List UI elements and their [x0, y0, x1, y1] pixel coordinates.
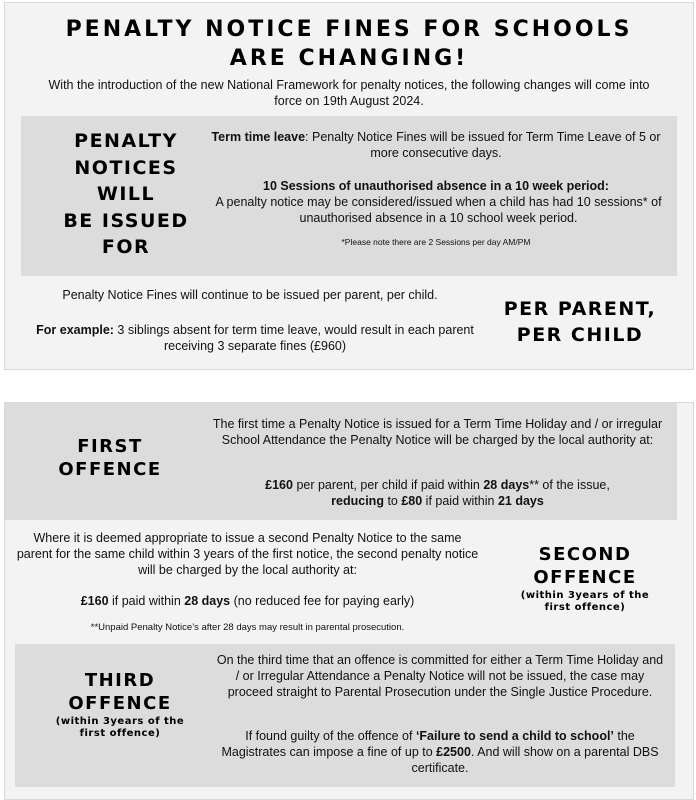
first-fee-reduced-amount: £80 [401, 494, 423, 508]
example-label: For example: [36, 323, 114, 337]
second-offence-heading [495, 543, 675, 589]
second-fee-text-b: (no reduced fee for paying early) [230, 594, 415, 608]
third-offence-box [15, 644, 675, 787]
unpaid-note: **Unpaid Penalty Notice’s after 28 days may result in parental prosecution. [90, 622, 405, 633]
guilty-text-c: . And will show on a parental DBS certificate. [411, 745, 659, 775]
first-fee-paid-within: if paid within [422, 494, 498, 508]
first-offence-fee [205, 477, 670, 509]
second-fee-28-days: 28 days [184, 594, 231, 608]
example-body: 3 siblings absent for term time leave, would result in each parent receiving 3 separate fines (£960) [113, 323, 474, 353]
third-offence-heading-line-1: THIRD [84, 670, 156, 691]
third-offence-sub-line-2: first offence) [79, 728, 161, 739]
term-time-leave-label: Term time leave [211, 130, 306, 144]
guilty-fine-amount: £2500 [436, 745, 471, 759]
sessions-text: A penalty notice may be considered/issued when a child has had 10 sessions* of unauthorised absence in a 10 school week period. [215, 195, 662, 225]
page-title-line-2: ARE CHANGING! [229, 46, 469, 71]
first-offence-heading [35, 435, 185, 481]
first-fee-text-a: per parent, per child if paid within [292, 478, 484, 492]
first-offence-heading-line-1: FIRST [77, 436, 143, 457]
first-offence-text: The first time a Penalty Notice is issued for a Term Time Holiday and / or irregular School Attendance the Penalty Notice will be charged by the local authority at: [212, 417, 663, 447]
third-offence-guilty [215, 728, 665, 776]
issued-heading-line-1: PENALTY [74, 130, 178, 152]
second-offence-sub-line-1: (within 3years of the [520, 590, 650, 601]
guilty-text-a: If found guilty of the offence of [245, 729, 416, 743]
first-offence-box [5, 403, 677, 520]
guilty-offence-quote: ‘Failure to send a child to school’ [415, 729, 614, 743]
first-fee-text-b: ** of the issue, [529, 478, 610, 492]
term-time-leave-body: : Penalty Notice Fines will be issued for Term Time Leave of 5 or more consecutive days. [305, 130, 661, 160]
second-offence-subheading [495, 590, 675, 614]
third-offence-sub-line-1: (within 3years of the [55, 716, 185, 727]
page-title [5, 15, 693, 73]
issued-heading-line-5: FOR [101, 236, 151, 258]
top-panel [4, 2, 694, 370]
first-fee-to: to [383, 494, 402, 508]
issued-heading-line-3: WILL [96, 183, 156, 205]
second-offence-sub-line-2: first offence) [544, 602, 626, 613]
third-offence-text: On the third time that an offence is committed for either a Term Time Holiday and / or Irregular Attendance a Penalty Notice will not be issued, the case may proceed straight to Parental Prosecution under the Single Justice Procedure. [216, 653, 664, 699]
example-text [25, 322, 485, 354]
issued-for-heading [41, 128, 211, 261]
issued-heading-line-2: NOTICES [74, 156, 178, 179]
second-fee-amount: £160 [80, 594, 109, 608]
sessions-title: 10 Sessions of unauthorised absence in a 10 week period: [263, 179, 609, 193]
first-fee-reducing: reducing [331, 494, 384, 508]
per-parent-heading-line-1: PER PARENT, [503, 298, 657, 320]
per-parent-text: Penalty Notice Fines will continue to be issued per parent, per child. [62, 288, 438, 302]
first-offence-heading-line-2: OFFENCE [58, 459, 162, 480]
second-fee-text-a: if paid within [108, 594, 185, 608]
bottom-panel [4, 402, 694, 800]
second-offence-text: Where it is deemed appropriate to issue a second Penalty Notice to the same parent for the same child within 3 years of the first notice, the second penalty notice will be charged by the local authority at: [16, 531, 479, 577]
first-fee-amount: £160 [265, 478, 293, 492]
first-fee-28-days: 28 days [483, 478, 530, 492]
intro-text: With the introduction of the new National Framework for penalty notices, the following changes will come into force on 19th August 2024. [48, 78, 650, 108]
sessions-note: *Please note there are 2 Sessions per day AM/PM [341, 237, 531, 247]
second-offence-fee [15, 593, 480, 609]
first-fee-21-days: 21 days [497, 494, 544, 508]
second-offence-heading-line-1: SECOND [538, 544, 632, 565]
page-title-line-1: PENALTY NOTICE FINES FOR SCHOOLS [65, 17, 633, 42]
third-offence-heading [25, 669, 215, 715]
per-parent-heading-line-2: PER CHILD [516, 324, 644, 346]
third-offence-subheading [25, 716, 215, 740]
guilty-text-b: the Magistrates can impose a fine of up to [221, 729, 635, 759]
third-offence-heading-line-2: OFFENCE [68, 693, 172, 714]
second-offence-heading-line-2: OFFENCE [533, 567, 637, 588]
per-parent-heading [475, 296, 685, 348]
term-time-leave-text [201, 129, 671, 161]
issued-heading-line-4: BE ISSUED [63, 209, 189, 232]
issued-for-box [21, 116, 677, 276]
